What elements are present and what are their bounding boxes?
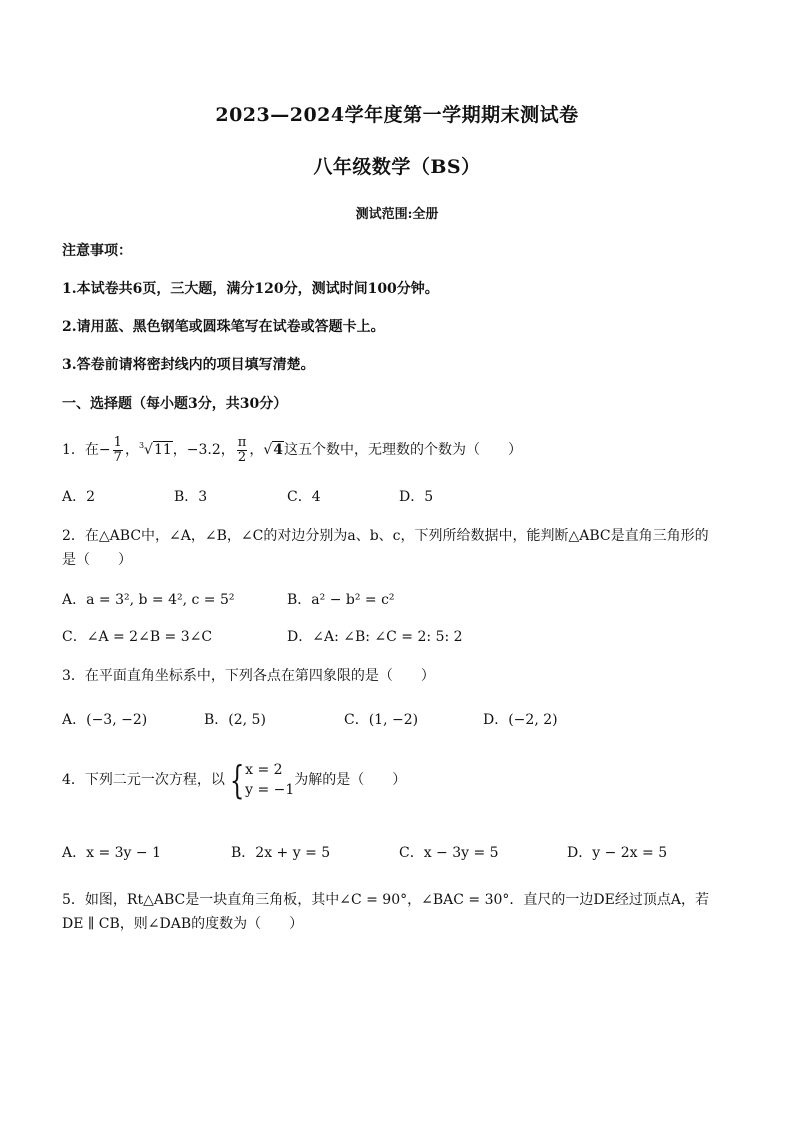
question-5-line-1: 5．如图，Rt△ABC是一块直角三角板，其中∠C = 90°，∠BAC = 30°．直尺的一边DE经过顶点A，若 [62,892,709,908]
q4-option-d[interactable]: D．y − 2x = 5 [567,845,668,861]
q1-sep2: ， [249,442,264,458]
question-5-line-2: DE ∥ CB，则∠DAB的度数为（ ） [62,916,304,932]
q3-option-b[interactable]: B．(2, 5) [204,712,266,728]
notes-heading: 注意事项： [62,243,132,259]
q2-option-d[interactable]: D．∠A: ∠B: ∠C = 2: 5: 2 [287,629,463,645]
q1-frac-den: 7 [113,449,122,465]
q1-option-c[interactable]: C．4 [287,489,321,505]
q1-fraction-pi-half [237,436,248,465]
q4-eq1: x = 2 [245,762,283,778]
q1-sqrt-radicand: 4 [273,442,283,458]
question-4 [62,760,406,800]
q4-option-a[interactable]: A．x = 3y − 1 [62,845,161,861]
q1-frac-num: 1 [113,434,122,450]
note-item-3: 3.答卷前请将密封线内的项目填写清楚。 [62,357,315,373]
exam-subtitle: 八年级数学（BS） [313,156,481,178]
q1-cbrt-radicand: 11 [153,442,172,458]
exam-title: 2023—2024学年度第一学期期末测试卷 [215,104,579,126]
q4-eq2: y = −1 [245,782,295,798]
q1-pi-den: 2 [237,449,247,465]
question-2-line-2: 是（ ） [62,552,132,568]
exam-scope: 测试范围:全册 [355,207,439,222]
question-3: 3．在平面直角坐标系中，下列各点在第四象限的是（ ） [62,668,435,684]
q1-option-d[interactable]: D．5 [399,489,434,505]
q1-option-a[interactable]: A．2 [62,489,96,505]
note-item-1: 1.本试卷共6页，三大题，满分120分，测试时间100分钟。 [62,281,439,297]
q1-cbrt-index: 3 [138,441,145,450]
q1-pi-num: π [237,434,247,450]
q1-sep0: ， [124,442,139,458]
q1-cube-root: $^3$√11 [138,441,172,458]
section-1-heading: 一、选择题（每小题3分，共30分） [62,396,288,412]
q1-option-b[interactable]: B．3 [174,489,208,505]
note-item-2: 2.请用蓝、黑色钢笔或圆珠笔写在试卷或答题卡上。 [62,319,385,335]
q4-option-c[interactable]: C．x − 3y = 5 [399,845,499,861]
q2-option-a[interactable]: A．a = 3², b = 4², c = 5² [62,592,235,608]
q3-option-a[interactable]: A．(−3, −2) [62,712,148,728]
q1-fraction-one-seventh [113,436,123,465]
q1-prefix: 1．在 [62,442,99,458]
q1-suffix: 这五个数中，无理数的个数为（ ） [284,442,522,458]
q4-option-b[interactable]: B．2x + y = 5 [231,845,331,861]
q1-item3: ，−3.2， [172,442,235,458]
question-1 [62,428,522,468]
q4-equation-system [245,760,294,800]
q4-prefix: 4．下列二元一次方程，以 [62,772,225,788]
q4-suffix: 为解的是（ ） [294,772,407,788]
q4-brace: { [229,758,245,802]
q2-option-c[interactable]: C．∠A = 2∠B = 3∠C [62,629,213,645]
question-2-line-1: 2．在△ABC中，∠A，∠B，∠C的对边分别为a、b、c，下列所给数据中，能判断△ABC是直角三角形的 [62,528,709,544]
q1-square-root: √4 [263,442,283,458]
q3-option-c[interactable]: C．(1, −2) [344,712,419,728]
q1-minus: − [98,442,111,458]
q3-option-d[interactable]: D．(−2, 2) [483,712,558,728]
q2-option-b[interactable]: B．a² − b² = c² [287,592,395,608]
